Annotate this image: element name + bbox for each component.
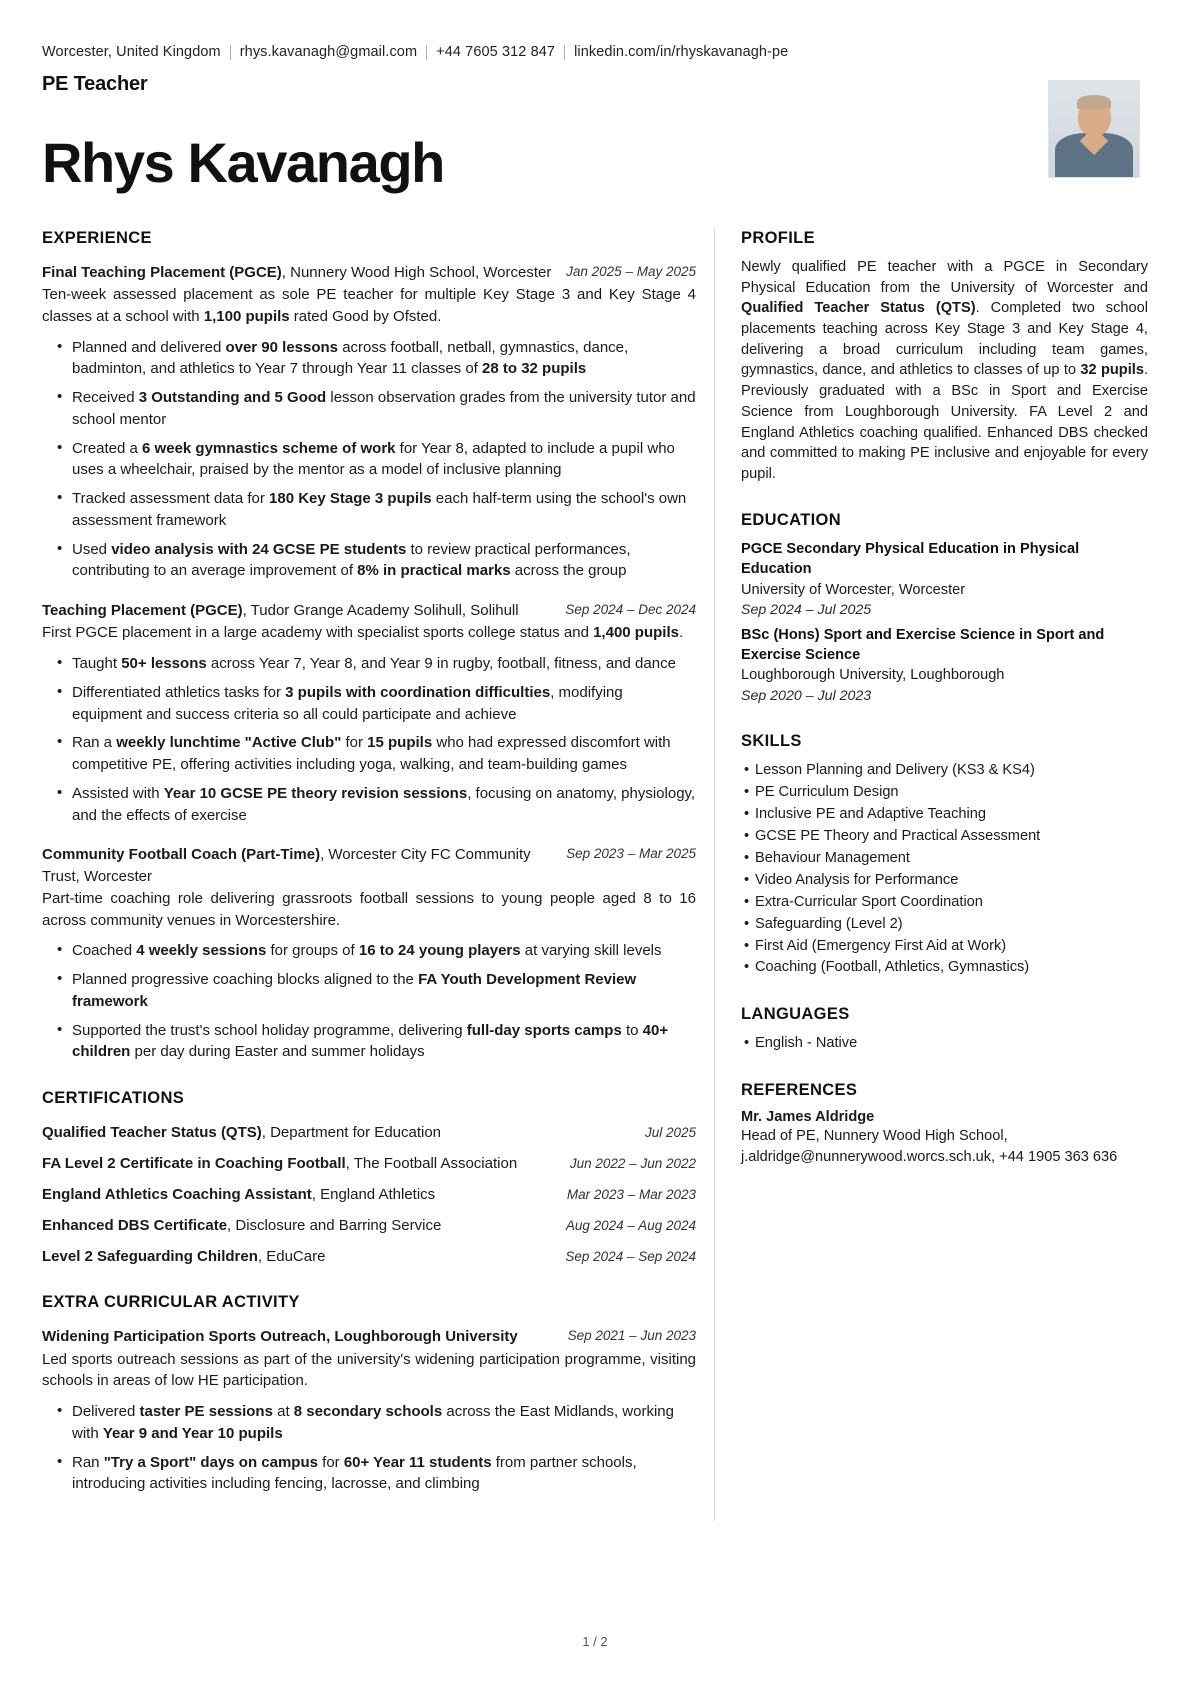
- language-item: • English - Native: [755, 1033, 1148, 1055]
- experience-section: [42, 229, 696, 1063]
- entry-title: Final Teaching Placement (PGCE), Nunnery Wood High School, Worcester: [42, 263, 552, 281]
- experience-entry-list: [42, 262, 696, 1063]
- list-item: • Tracked assessment data for 180 Key Stage 3 pupils each half-term using the school's own assessment framework: [72, 488, 696, 532]
- entry-date: Jan 2025 – May 2025: [566, 263, 696, 279]
- list-item: • Delivered taster PE sessions at 8 secondary schools across the East Midlands, working with Year 9 and Year 10 pupils: [72, 1401, 696, 1445]
- list-item: • Assisted with Year 10 GCSE PE theory revision sessions, focusing on anatomy, physiology, and the effects of exercise: [72, 783, 696, 827]
- skill-item: • Inclusive PE and Adaptive Teaching: [755, 804, 1148, 826]
- education-date: Sep 2020 – Jul 2023: [741, 687, 872, 704]
- contact-line: [42, 44, 1148, 60]
- entry-bullet-list: [42, 940, 696, 1063]
- page-indicator: 1 / 2: [582, 1634, 608, 1649]
- education-degree: PGCE Secondary Physical Education in Physical Education: [741, 540, 1080, 578]
- entry-bullet-list: [42, 653, 696, 826]
- avatar: [1048, 80, 1140, 178]
- references-section: [741, 1081, 1148, 1167]
- entry-bullet-list: [42, 337, 696, 583]
- extra-curricular-section: [42, 1293, 696, 1495]
- section-title-experience: EXPERIENCE: [42, 228, 152, 247]
- skill-item: • First Aid (Emergency First Aid at Work): [755, 936, 1148, 958]
- name-row: [42, 131, 1148, 194]
- list-item: • Used video analysis with 24 GCSE PE students to review practical performances, contributing to an average improvement of 8% in practical marks across the group: [72, 539, 696, 583]
- education-school: Loughborough University, Loughborough: [741, 667, 1005, 684]
- education-date: Sep 2024 – Jul 2025: [741, 601, 872, 618]
- job-title: PE Teacher: [42, 73, 148, 95]
- education-list: [741, 539, 1148, 707]
- skill-item: • Coaching (Football, Athletics, Gymnastics): [755, 957, 1148, 979]
- certification-date: Jun 2022 – Jun 2022: [569, 1156, 696, 1172]
- section-title-references: REFERENCES: [741, 1081, 858, 1100]
- certification-date: Mar 2023 – Mar 2023: [566, 1187, 696, 1203]
- avatar-hair: [1077, 95, 1111, 109]
- list-item: • Ran "Try a Sport" days on campus for 60+ Year 11 students from partner schools, introducing activities including fencing, lacrosse, and climbing: [72, 1452, 696, 1496]
- certification-row: [42, 1215, 696, 1236]
- section-title-extra-curricular: EXTRA CURRICULAR ACTIVITY: [42, 1293, 300, 1312]
- list-item: • Differentiated athletics tasks for 3 pupils with coordination difficulties, modifying equipment and success criteria so all could participate and achieve: [72, 682, 696, 726]
- entry-title: Widening Participation Sports Outreach, Loughborough University: [42, 1328, 518, 1346]
- list-item: • Planned and delivered over 90 lessons across football, netball, gymnastics, dance, badminton, and athletics to Year 7 through Year 11 classes of 28 to 32 pupils: [72, 337, 696, 381]
- experience-entry: [42, 844, 696, 1063]
- entry-bullet-list: [42, 1401, 696, 1495]
- skill-item: • GCSE PE Theory and Practical Assessment: [755, 826, 1148, 848]
- certification-date: Jul 2025: [644, 1125, 696, 1141]
- education-section: [741, 511, 1148, 707]
- section-title-certifications: CERTIFICATIONS: [42, 1089, 185, 1108]
- list-item: • Coached 4 weekly sessions for groups of 16 to 24 young players at varying skill levels: [72, 940, 696, 962]
- entry-header: [42, 1326, 696, 1347]
- list-item: • Supported the trust's school holiday programme, delivering full-day sports camps to 40+ children per day during Easter and summer holidays: [72, 1020, 696, 1064]
- skills-list: [741, 760, 1148, 979]
- experience-entry: [42, 1326, 696, 1495]
- certification-row: [42, 1153, 696, 1174]
- certification-name: Qualified Teacher Status (QTS), Department for Education: [42, 1124, 442, 1142]
- skill-item: • PE Curriculum Design: [755, 782, 1148, 804]
- certification-name: England Athletics Coaching Assistant, England Athletics: [42, 1186, 436, 1204]
- entry-date: Sep 2021 – Jun 2023: [567, 1328, 696, 1344]
- contact-linkedin[interactable]: linkedin.com/in/rhyskavanagh-pe: [574, 44, 789, 60]
- sidebar-column: [715, 229, 1148, 1521]
- skill-item: • Lesson Planning and Delivery (KS3 & KS4): [755, 760, 1148, 782]
- profile-text: Newly qualified PE teacher with a PGCE in Secondary Physical Education from the University of Worcester and Qualified Teacher Status (QTS). Completed two school placements teaching across Key Stage 3 and Key Stage 4, delivering a broad curriculum including team games, gymnastics, dance, and athletics to classes of up to 32 pupils. Previously graduated with a BSc in Sport and Exercise Science from Loughborough University. FA Level 2 and England Athletics coaching qualified. Enhanced DBS checked and committed to making PE inclusive and enjoyable for every pupil.: [741, 258, 1148, 482]
- skill-item: • Behaviour Management: [755, 848, 1148, 870]
- certification-row: [42, 1246, 696, 1267]
- certification-list: [42, 1122, 696, 1267]
- education-degree: BSc (Hons) Sport and Exercise Science in Sport and Exercise Science: [741, 626, 1105, 663]
- certification-name: Enhanced DBS Certificate, Disclosure and Barring Service: [42, 1217, 442, 1235]
- section-title-skills: SKILLS: [741, 732, 802, 751]
- entry-description: First PGCE placement in a large academy with specialist sports college status and 1,400 pupils.: [42, 624, 684, 642]
- certification-date: Aug 2024 – Aug 2024: [565, 1218, 696, 1234]
- page-title: Rhys Kavanagh: [42, 131, 444, 194]
- experience-entry: [42, 600, 696, 826]
- certification-row: [42, 1184, 696, 1205]
- list-item: • Planned progressive coaching blocks aligned to the FA Youth Development Review framework: [72, 969, 696, 1013]
- entry-date: Sep 2023 – Mar 2025: [566, 846, 696, 862]
- list-item: • Ran a weekly lunchtime "Active Club" for 15 pupils who had expressed discomfort with competitive PE, offering activities including yoga, walking, and team-building games: [72, 732, 696, 776]
- education-school: University of Worcester, Worcester: [741, 581, 966, 598]
- section-title-languages: LANGUAGES: [741, 1005, 850, 1024]
- list-item: • Created a 6 week gymnastics scheme of work for Year 8, adapted to include a pupil who uses a wheelchair, praised by the mentor as a model of inclusive planning: [72, 438, 696, 482]
- certification-date: Sep 2024 – Sep 2024: [565, 1249, 696, 1265]
- certification-name: FA Level 2 Certificate in Coaching Football, The Football Association: [42, 1155, 518, 1173]
- content-columns: [42, 229, 1148, 1521]
- reference-name: Mr. James Aldridge: [741, 1109, 875, 1126]
- languages-section: [741, 1005, 1148, 1055]
- contact-phone[interactable]: +44 7605 312 847: [436, 44, 556, 60]
- certification-row: [42, 1122, 696, 1143]
- skills-section: [741, 732, 1148, 979]
- entry-header: [42, 600, 696, 621]
- entry-header: [42, 844, 696, 887]
- entry-date: Sep 2024 – Dec 2024: [565, 602, 696, 618]
- list-item: • Taught 50+ lessons across Year 7, Year 8, and Year 9 in rugby, football, fitness, and dance: [72, 653, 696, 675]
- entry-description: Led sports outreach sessions as part of the university's widening participation programme, visiting schools in areas of low HE participation.: [42, 1350, 696, 1390]
- profile-section: [741, 229, 1148, 485]
- main-column: [42, 229, 714, 1521]
- entry-title: Teaching Placement (PGCE), Tudor Grange Academy Solihull, Solihull: [42, 602, 519, 620]
- experience-entry: [42, 262, 696, 582]
- entry-title: Community Football Coach (Part-Time), Worcester City FC Community Trust, Worcester: [42, 846, 531, 885]
- skill-item: • Extra-Curricular Sport Coordination: [755, 892, 1148, 914]
- entry-header: [42, 262, 696, 283]
- skill-item: • Video Analysis for Performance: [755, 870, 1148, 892]
- entry-description: Part-time coaching role delivering grassroots football sessions to young people aged 8 to 16 across community venues in Worcestershire.: [42, 889, 696, 929]
- list-item: • Received 3 Outstanding and 5 Good lesson observation grades from the university tutor and school mentor: [72, 387, 696, 431]
- contact-location: Worcester, United Kingdom: [42, 44, 221, 60]
- education-item: [741, 539, 1148, 621]
- education-item: [741, 625, 1148, 707]
- section-title-profile: PROFILE: [741, 228, 815, 247]
- certification-name: Level 2 Safeguarding Children, EduCare: [42, 1248, 326, 1266]
- languages-list: [741, 1033, 1148, 1055]
- skill-item: • Safeguarding (Level 2): [755, 914, 1148, 936]
- extra-curricular-entry-list: [42, 1326, 696, 1495]
- certifications-section: [42, 1089, 696, 1267]
- section-title-education: EDUCATION: [741, 510, 842, 529]
- entry-description: Ten-week assessed placement as sole PE teacher for multiple Key Stage 3 and Key Stage 4 classes at a school with 1,100 pupils rated Good by Ofsted.: [42, 286, 696, 325]
- reference-detail: Head of PE, Nunnery Wood High School, j.aldridge@nunnerywood.worcs.sch.uk, +44 1905 363 636: [741, 1128, 1118, 1165]
- contact-email[interactable]: rhys.kavanagh@gmail.com: [239, 44, 418, 60]
